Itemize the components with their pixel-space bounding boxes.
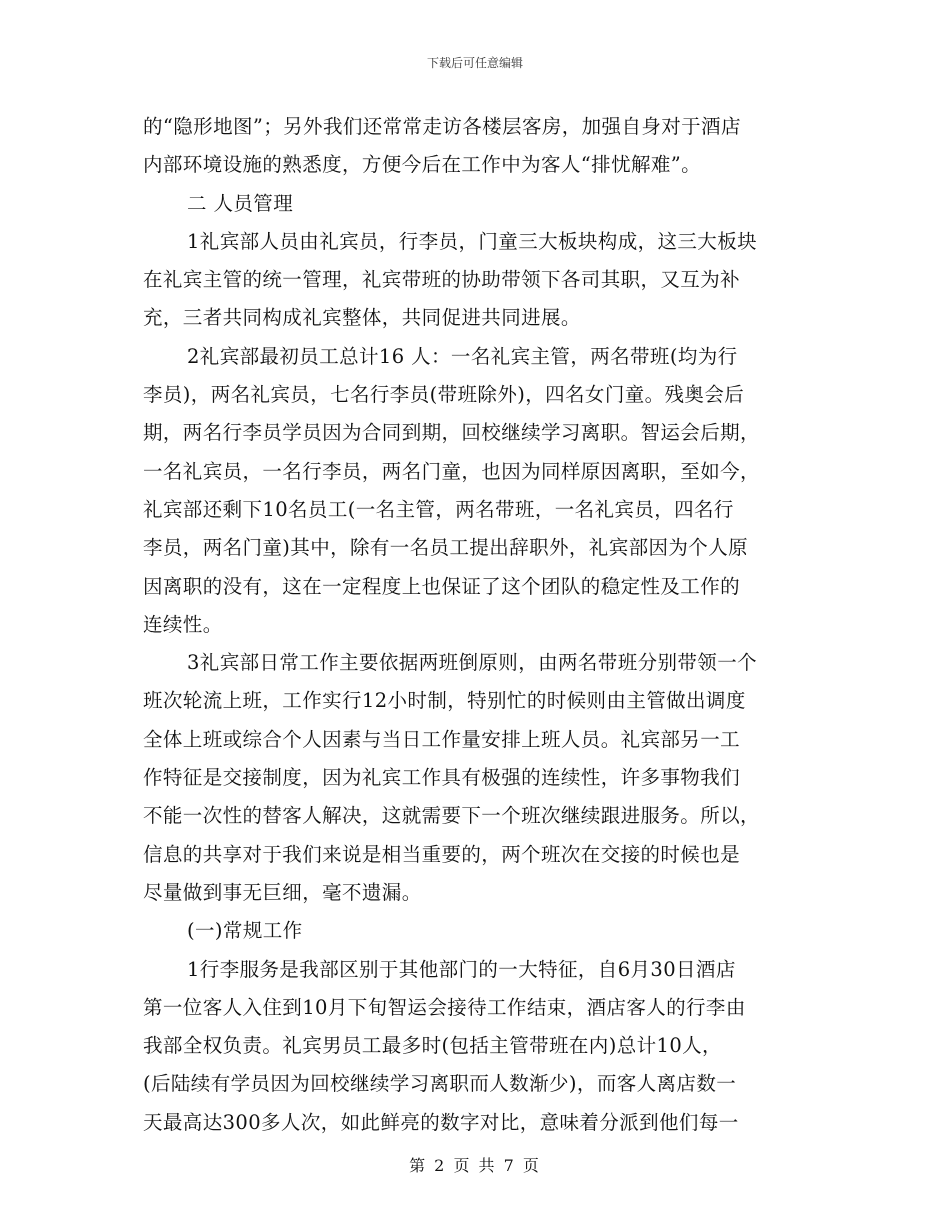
text-line: 礼宾部还剩下10名员工(一名主管，两名带班，一名礼宾员，四名行 bbox=[143, 497, 734, 521]
text-line: 充，三者共同构成礼宾整体，共同促进共同进展。 bbox=[143, 306, 581, 330]
text-line: 班次轮流上班，工作实行12小时制，特别忙的时候则由主管做出调度 bbox=[143, 689, 746, 713]
text-line: 内部环境设施的熟悉度，方便今后在工作中为客人“排忧解难”。 bbox=[143, 153, 702, 177]
text-line: (后陆续有学员因为回校继续学习离职而人数渐少)，而客人离店数一 bbox=[143, 1072, 737, 1096]
text-line: 不能一次性的替客人解决，这就需要下一个班次继续跟进服务。所以， bbox=[143, 804, 760, 828]
text-line: 我部全权负责。礼宾男员工最多时(包括主管带班在内)总计10人， bbox=[143, 1034, 722, 1058]
text-line: 在礼宾主管的统一管理，礼宾带班的协助带领下各司其职，又互为补 bbox=[143, 268, 741, 292]
text-line: 1行李服务是我部区别于其他部门的一大特征，自6月30日酒店 bbox=[187, 957, 736, 981]
text-line: 尽量做到事无巨细，毫不遗漏。 bbox=[143, 880, 422, 904]
text-line: 连续性。 bbox=[143, 612, 223, 636]
text-line: 天最高达300多人次，如此鲜亮的数字对比，意味着分派到他们每一 bbox=[143, 1110, 739, 1134]
text-line: 第一位客人入住到10月下旬智运会接待工作结束，酒店客人的行李由 bbox=[143, 995, 746, 1019]
text-line: 作特征是交接制度，因为礼宾工作具有极强的连续性，许多事物我们 bbox=[143, 766, 741, 790]
text-line: 二 人员管理 bbox=[187, 191, 294, 215]
text-line: 全体上班或综合个人因素与当日工作量安排上班人员。礼宾部另一工 bbox=[143, 727, 741, 751]
text-line: 因离职的没有，这在一定程度上也保证了这个团队的稳定性及工作的 bbox=[143, 574, 741, 598]
text-line: 1礼宾部人员由礼宾员，行李员，门童三大板块构成，这三大板块 bbox=[187, 229, 758, 253]
document-body bbox=[143, 108, 811, 1142]
text-line: 3礼宾部日常工作主要依据两班倒原则，由两名带班分别带领一个 bbox=[187, 651, 758, 675]
text-line: 李员，两名门童)其中，除有一名员工提出辞职外，礼宾部因为个人原 bbox=[143, 536, 749, 560]
text-line: 李员)，两名礼宾员，七名行李员(带班除外)，四名女门童。残奥会后 bbox=[143, 383, 745, 407]
page-header-note: 下载后可任意编辑 bbox=[426, 56, 523, 70]
text-line: 一名礼宾员，一名行李员，两名门童，也因为同样原因离职，至如今， bbox=[143, 459, 760, 483]
text-line: (一)常规工作 bbox=[187, 919, 303, 943]
text-line: 2礼宾部最初员工总计16 人：一名礼宾主管，两名带班(均为行 bbox=[187, 344, 738, 368]
text-line: 期，两名行李员学员因为合同到期，回校继续学习离职。智运会后期， bbox=[143, 421, 760, 445]
page-number-footer: 第 2 页 共 7 页 bbox=[409, 1156, 541, 1175]
text-line: 信息的共享对于我们来说是相当重要的，两个班次在交接的时候也是 bbox=[143, 842, 741, 866]
text-line: 的“隐形地图”；另外我们还常常走访各楼层客房，加强自身对于酒店 bbox=[143, 115, 741, 138]
